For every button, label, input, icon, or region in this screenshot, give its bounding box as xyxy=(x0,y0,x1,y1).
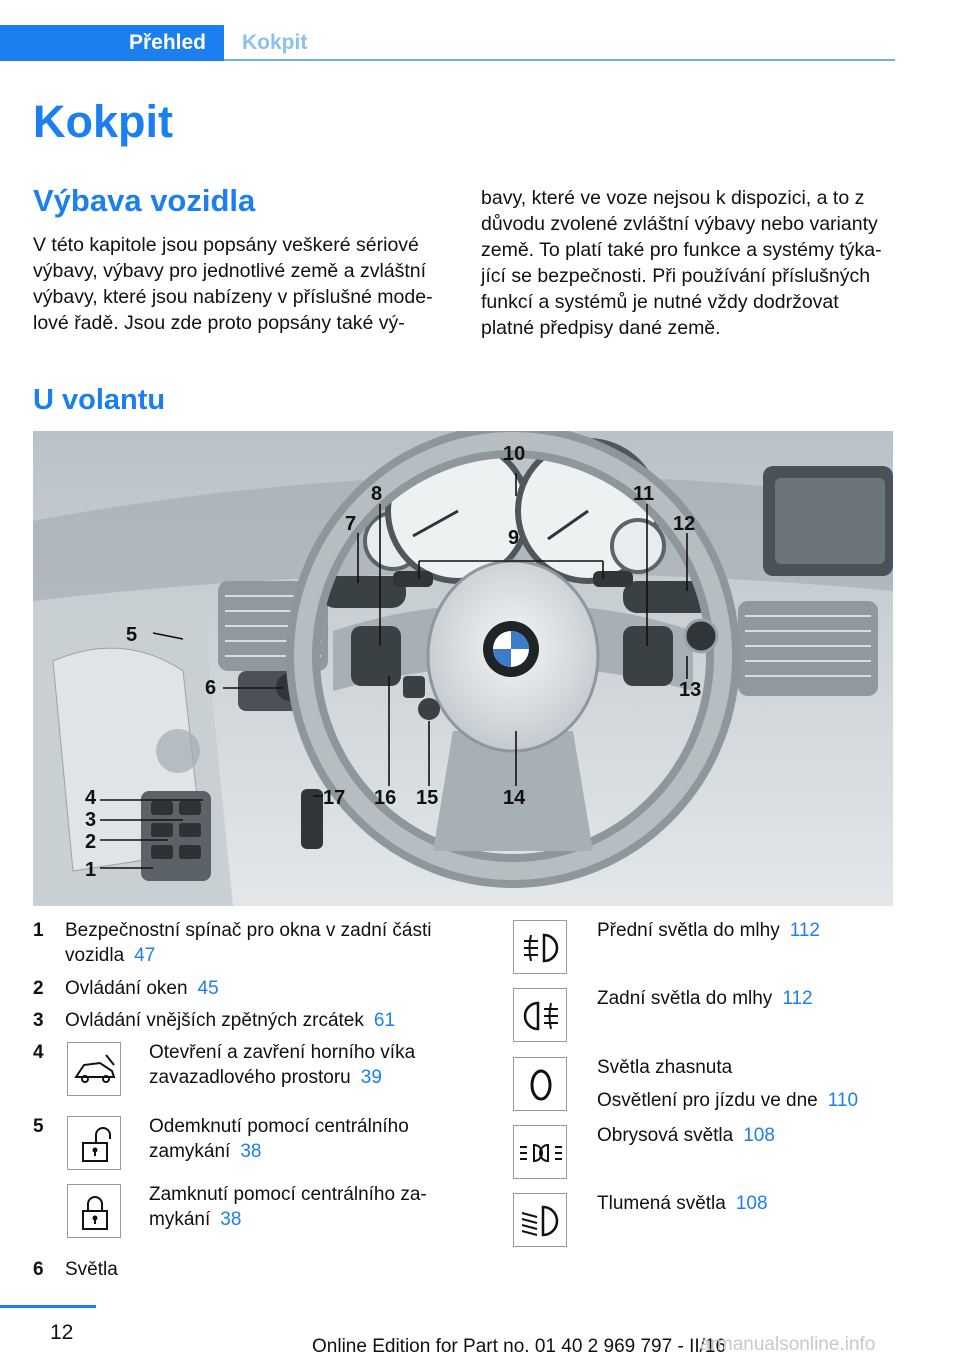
legend-number: 4 xyxy=(33,1042,44,1063)
footer-rule xyxy=(0,1305,96,1308)
unlock-icon xyxy=(67,1116,121,1170)
page-link[interactable]: 112 xyxy=(782,988,813,1009)
intro-text-right: bavy, které ve voze nejsou k dispozici, a to z důvodu zvolené zvláštní výbavy nebo varianty země. To platí také pro funkce a systémy týka‐jící se bezpečnosti. Při používání příslušných funkcí a systémů je nutné vždy dodržovat platné předpisy dané země. xyxy=(481,187,882,339)
legend-number: 1 xyxy=(33,920,44,941)
callout-4: 4 xyxy=(85,787,97,809)
page-link[interactable]: 47 xyxy=(134,945,156,966)
section-heading-steering: U volantu xyxy=(33,384,166,416)
edition-text: Online Edition for Part no. 01 40 2 969 797 - II/16 xyxy=(312,1336,727,1357)
callout-12: 12 xyxy=(673,513,696,535)
callout-14: 14 xyxy=(503,787,526,809)
tab-prehled-label: Přehled xyxy=(128,31,206,54)
callout-15: 15 xyxy=(416,787,439,809)
callout-5: 5 xyxy=(126,624,138,646)
callout-2: 2 xyxy=(85,831,97,853)
rear-fog-light-icon xyxy=(513,988,567,1042)
legend-number: 5 xyxy=(33,1116,44,1137)
callout-9: 9 xyxy=(508,527,520,549)
tab-kokpit-label: Kokpit xyxy=(242,31,308,54)
page-link[interactable]: 110 xyxy=(827,1090,859,1111)
legend-text: Světla zhasnuta xyxy=(597,1057,733,1078)
legend-text: mykání xyxy=(149,1209,211,1230)
page-link[interactable]: 38 xyxy=(220,1209,242,1230)
legend-number: 3 xyxy=(33,1010,44,1031)
legend-text: Světla xyxy=(65,1259,118,1280)
tab-kokpit[interactable] xyxy=(242,25,307,61)
callout-8: 8 xyxy=(371,483,383,505)
header-tabs xyxy=(0,25,895,61)
legend-text: zamykání xyxy=(149,1141,231,1162)
tab-prehled[interactable] xyxy=(0,25,224,61)
page-link[interactable]: 38 xyxy=(240,1141,262,1162)
legend-text: Odemknutí pomocí centrálního xyxy=(149,1116,409,1137)
callout-labels xyxy=(33,431,893,906)
legend-text: Zamknutí pomocí centrálního za‐ xyxy=(149,1184,427,1205)
legend-text: Osvětlení pro jízdu ve dne xyxy=(597,1090,818,1111)
cockpit-figure xyxy=(33,431,893,906)
legend-text: Otevření a zavření horního víka xyxy=(149,1042,416,1063)
callout-7: 7 xyxy=(345,513,357,535)
intro-text-left: V této kapitole jsou popsány veškeré sériové výbavy, výbavy pro jednotlivé země a zvláštní výbavy, které jsou nabízeny v příslušné modelové řadě. Jsou zde proto popsány také vý‐ xyxy=(33,234,433,334)
callout-3: 3 xyxy=(85,809,97,831)
legend-number: 6 xyxy=(33,1259,44,1280)
legend-text: vozidla xyxy=(65,945,125,966)
legend-text: Tlumená světla xyxy=(597,1193,726,1214)
callout-11: 11 xyxy=(633,483,655,505)
page-link[interactable]: 61 xyxy=(373,1010,396,1031)
legend-text: Bezpečnostní spínač pro okna v zadní části xyxy=(65,920,432,941)
page-link[interactable]: 108 xyxy=(735,1193,768,1214)
lock-icon xyxy=(67,1184,121,1238)
tailgate-icon xyxy=(67,1042,121,1096)
callout-10: 10 xyxy=(503,443,526,465)
callout-1: 1 xyxy=(85,859,97,881)
callout-16: 16 xyxy=(374,787,397,809)
callout-6: 6 xyxy=(205,677,217,699)
legend-number: 2 xyxy=(33,978,44,999)
header-divider xyxy=(224,59,895,61)
legend-text: Ovládání vnějších zpětných zrcátek xyxy=(65,1010,364,1031)
parking-light-icon xyxy=(513,1125,567,1179)
legend-text: Obrysová světla xyxy=(597,1125,734,1146)
page-link[interactable]: 108 xyxy=(743,1125,775,1146)
legend-text: Zadní světla do mlhy xyxy=(597,988,773,1009)
legend-text: Přední světla do mlhy xyxy=(597,920,780,941)
page-link[interactable]: 45 xyxy=(197,978,219,999)
page-title: Kokpit xyxy=(33,96,173,147)
page-link[interactable]: 39 xyxy=(360,1067,382,1088)
page-link[interactable]: 112 xyxy=(789,920,820,941)
legend-text: zavazadlového prostoru xyxy=(149,1067,351,1088)
legend-text: Ovládání oken xyxy=(65,978,188,999)
page-number: 12 xyxy=(50,1321,74,1344)
section-heading-equipment: Výbava vozidla xyxy=(33,183,256,218)
lights-off-icon xyxy=(513,1057,567,1111)
watermark: armanualsonline.info xyxy=(700,1334,876,1355)
low-beam-icon xyxy=(513,1193,567,1247)
callout-13: 13 xyxy=(679,679,702,701)
callout-17: 17 xyxy=(323,787,346,809)
front-fog-light-icon xyxy=(513,920,567,974)
